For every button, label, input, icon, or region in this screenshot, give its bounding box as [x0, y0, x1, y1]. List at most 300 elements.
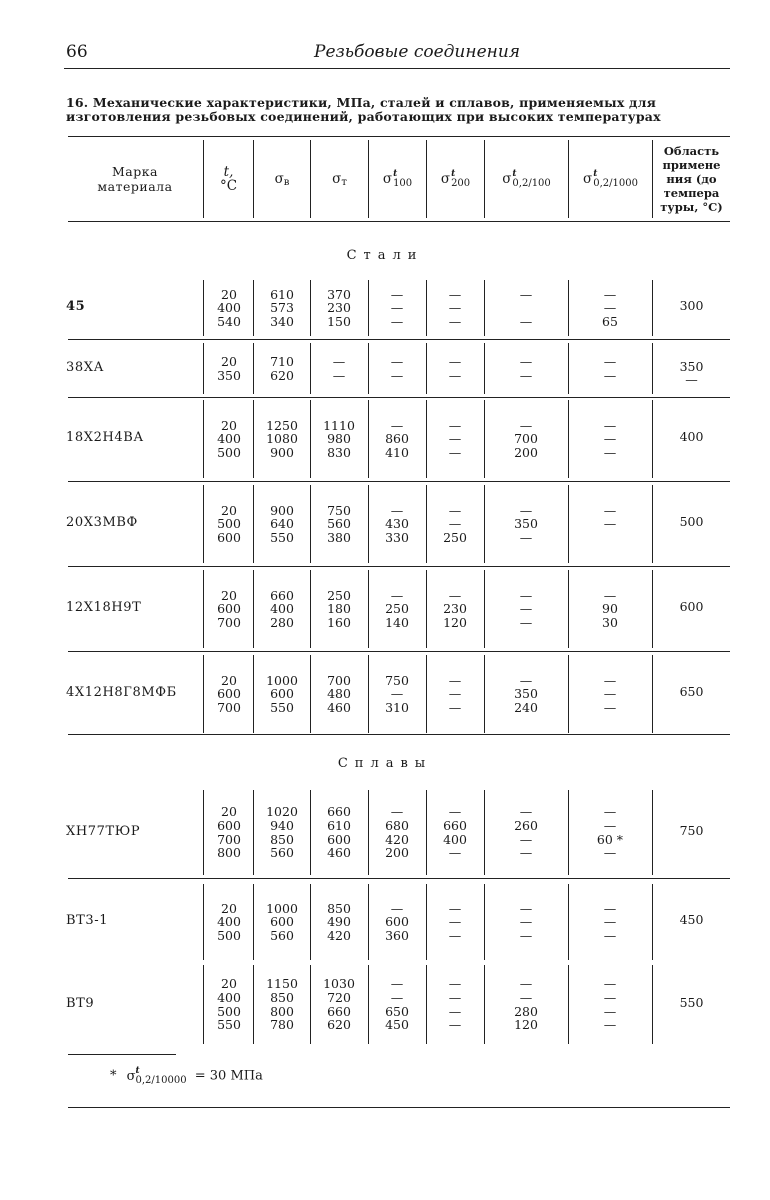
cell-s100: —	[390, 367, 404, 383]
row-divider	[310, 570, 311, 648]
cell-t: 600	[217, 817, 241, 833]
material-separator	[68, 878, 730, 879]
sigma-subscript: 0,2/1000	[593, 178, 638, 189]
cell-sv: 560	[270, 845, 294, 861]
header-application-area	[653, 140, 730, 218]
cell-s200: —	[448, 431, 462, 447]
row-divider	[568, 655, 569, 733]
cell-sv: 550	[270, 699, 294, 715]
cell-sv: 400	[270, 601, 294, 617]
cell-s200: —	[448, 914, 462, 930]
cell-s02-1000: —	[603, 686, 617, 702]
cell-s02-100: —	[519, 313, 533, 329]
material-separator	[68, 397, 730, 398]
header-sigma-100	[369, 140, 426, 218]
cell-s100: 330	[385, 529, 409, 545]
row-divider	[310, 280, 311, 336]
cell-application-area: 500	[679, 514, 704, 529]
cell-s100: 680	[385, 817, 409, 833]
cell-s02-100: 700	[514, 431, 538, 447]
cell-sv: 573	[270, 300, 294, 316]
material-separator	[68, 651, 730, 652]
cell-s200: —	[448, 976, 462, 992]
cell-s02-1000: —	[603, 444, 617, 460]
cell-s02-1000: —	[603, 1003, 617, 1019]
cell-t: 600	[217, 686, 241, 702]
row-divider	[368, 884, 369, 960]
cell-st: 600	[327, 831, 351, 847]
cell-t: 20	[221, 900, 237, 916]
cell-s02-1000: —	[603, 353, 617, 369]
cell-sv: 780	[270, 1017, 294, 1033]
cell-st: 150	[327, 313, 351, 329]
cell-s100: —	[390, 353, 404, 369]
caption-line-2: изготовления резьбовых соединений, работающих при высоких температурах	[66, 109, 661, 124]
cell-st: 850	[327, 900, 351, 916]
cell-st: 420	[327, 927, 351, 943]
cell-sv: 850	[270, 989, 294, 1005]
cell-st: 250	[327, 587, 351, 603]
row-divider	[484, 655, 485, 733]
cell-s200: —	[448, 367, 462, 383]
row-divider	[203, 280, 204, 336]
row-divider	[484, 280, 485, 336]
cell-sv: 340	[270, 313, 294, 329]
row-divider	[310, 655, 311, 733]
row-divider	[310, 343, 311, 394]
cell-sv: 940	[270, 817, 294, 833]
cell-t: 350	[217, 367, 241, 383]
row-divider	[484, 790, 485, 875]
cell-s200: 250	[443, 529, 467, 545]
row-divider	[484, 884, 485, 960]
row-divider	[426, 400, 427, 478]
row-divider	[368, 280, 369, 336]
row-divider	[203, 485, 204, 563]
material-name: 18Х2Н4ВА	[66, 430, 144, 445]
row-divider	[310, 790, 311, 875]
cell-s200: —	[448, 587, 462, 603]
cell-s02-100: —	[519, 845, 533, 861]
cell-s200: —	[448, 686, 462, 702]
cell-s200: —	[448, 672, 462, 688]
row-divider	[426, 570, 427, 648]
material-separator	[68, 339, 730, 340]
cell-sv: 560	[270, 927, 294, 943]
row-divider	[253, 280, 254, 336]
cell-sv: 1150	[266, 976, 298, 992]
material-separator	[68, 566, 730, 567]
material-separator	[68, 734, 730, 735]
cell-application-area: 450	[679, 912, 704, 927]
cell-s02-100: —	[519, 601, 533, 617]
row-divider	[568, 884, 569, 960]
caption-line-1: 16. Механические характеристики, МПа, сталей и сплавов, применяемых для	[66, 95, 657, 110]
cell-t: 20	[221, 976, 237, 992]
cell-st: 1030	[323, 976, 355, 992]
cell-t: 500	[217, 927, 241, 943]
cell-s200: 400	[443, 831, 467, 847]
cell-s02-1000: —	[603, 914, 617, 930]
row-divider	[426, 343, 427, 394]
cell-st: 460	[327, 699, 351, 715]
header-temperature	[204, 140, 253, 218]
cell-s100: 420	[385, 831, 409, 847]
cell-st: 700	[327, 672, 351, 688]
cell-s02-100: —	[519, 804, 533, 820]
material-name: 4Х12Н8Г8МФБ	[66, 685, 177, 700]
sigma-symbol: σ	[332, 171, 342, 187]
row-divider	[310, 884, 311, 960]
cell-sv: 900	[270, 502, 294, 518]
cell-st: 980	[327, 431, 351, 447]
row-divider	[203, 790, 204, 875]
material-separator	[68, 481, 730, 482]
cell-s100: —	[390, 417, 404, 433]
cell-st: 480	[327, 686, 351, 702]
header-area-line: примене	[662, 158, 721, 172]
cell-t: 20	[221, 502, 237, 518]
footnote	[110, 1066, 263, 1086]
cell-s02-1000: —	[603, 672, 617, 688]
row-divider	[310, 485, 311, 563]
cell-s100: 600	[385, 914, 409, 930]
cell-s02-1000: —	[603, 976, 617, 992]
sigma-symbol: σ	[382, 171, 393, 187]
cell-sv: 640	[270, 516, 294, 532]
cell-s02-100: —	[519, 353, 533, 369]
cell-sv: 610	[270, 286, 294, 302]
cell-sv: 1250	[266, 417, 298, 433]
cell-application-area: 650	[679, 684, 704, 699]
cell-s02-100: —	[519, 286, 533, 302]
section-title-alloys: Сплавы	[337, 756, 433, 771]
cell-s02-100: —	[519, 900, 533, 916]
cell-s100: 650	[385, 1003, 409, 1019]
header-rule	[64, 68, 730, 69]
cell-s200: —	[448, 313, 462, 329]
cell-s02-1000: —	[603, 927, 617, 943]
cell-s200: —	[448, 502, 462, 518]
row-divider	[484, 570, 485, 648]
cell-sv: 600	[270, 686, 294, 702]
row-divider	[426, 655, 427, 733]
cell-application-area: 400	[679, 429, 704, 444]
header-sigma-v	[254, 140, 310, 218]
header-sigma-200	[427, 140, 484, 218]
cell-s02-100: —	[519, 831, 533, 847]
cell-s02-100: 260	[514, 817, 538, 833]
header-area-line: ния (до	[666, 172, 717, 186]
sigma-superscript: t	[512, 169, 517, 179]
cell-s02-100: —	[519, 614, 533, 630]
cell-s200: —	[448, 516, 462, 532]
cell-sv: 280	[270, 614, 294, 630]
cell-t: 700	[217, 614, 241, 630]
cell-s02-100: —	[519, 672, 533, 688]
cell-t: 400	[217, 914, 241, 930]
cell-s02-100: 120	[514, 1017, 538, 1033]
header-material	[68, 140, 202, 218]
material-name: 20Х3МВФ	[66, 515, 138, 530]
cell-application-area: 600	[679, 599, 704, 614]
material-name: ВТ9	[66, 995, 95, 1011]
cell-s02-1000: —	[603, 804, 617, 820]
cell-st: 370	[327, 286, 351, 302]
row-divider	[203, 570, 204, 648]
row-divider	[484, 965, 485, 1044]
cell-sv: 900	[270, 444, 294, 460]
table-top-rule	[68, 136, 730, 137]
cell-s100: —	[390, 502, 404, 518]
footnote-marker: *	[110, 1068, 117, 1084]
sigma-subscript: 200	[451, 178, 471, 189]
row-divider	[253, 485, 254, 563]
cell-s02-1000: 90	[602, 601, 618, 617]
cell-s02-1000: —	[603, 431, 617, 447]
cell-s02-1000: —	[603, 845, 617, 861]
row-divider	[253, 655, 254, 733]
cell-s100: 750	[385, 672, 409, 688]
row-divider	[253, 343, 254, 394]
cell-s02-100: —	[519, 502, 533, 518]
cell-s02-100: 350	[514, 516, 538, 532]
cell-st: 160	[327, 614, 351, 630]
row-divider	[368, 400, 369, 478]
footnote-superscript: t	[135, 1066, 140, 1076]
cell-t: 20	[221, 672, 237, 688]
cell-s100: 860	[385, 431, 409, 447]
sigma-symbol: σ	[502, 171, 512, 187]
cell-s200: —	[448, 927, 462, 943]
cell-st: 380	[327, 529, 351, 545]
header-area-line: Область	[663, 144, 720, 158]
sigma-subscript: 100	[393, 178, 413, 189]
cell-s02-1000: —	[603, 900, 617, 916]
row-divider	[253, 965, 254, 1044]
cell-t: 600	[217, 529, 241, 545]
cell-s02-1000: —	[603, 1017, 617, 1033]
footnote-value: = 30 МПа	[194, 1068, 263, 1084]
cell-s02-100: —	[519, 367, 533, 383]
cell-t: 20	[221, 417, 237, 433]
cell-s02-100: —	[519, 976, 533, 992]
cell-sv: 550	[270, 529, 294, 545]
row-divider	[568, 280, 569, 336]
row-divider	[253, 400, 254, 478]
cell-s02-100: —	[519, 989, 533, 1005]
sigma-subscript: 0,2/100	[512, 178, 551, 189]
header-sigma-02-100	[485, 140, 568, 218]
cell-s02-1000: 60 *	[596, 831, 624, 847]
cell-s02-100: 350	[514, 686, 538, 702]
row-divider	[368, 343, 369, 394]
row-divider	[253, 570, 254, 648]
row-divider	[310, 400, 311, 478]
cell-s100: —	[390, 686, 404, 702]
row-divider	[568, 400, 569, 478]
cell-s100: 360	[385, 927, 409, 943]
cell-s200: —	[448, 1017, 462, 1033]
cell-s02-100: 280	[514, 1003, 538, 1019]
cell-s02-1000: —	[603, 367, 617, 383]
table-caption	[66, 96, 730, 124]
header-material-line: материала	[97, 179, 173, 194]
row-divider	[368, 790, 369, 875]
cell-s100: —	[390, 976, 404, 992]
row-divider	[203, 400, 204, 478]
footnote-sigma: σ	[126, 1068, 136, 1084]
cell-t: 800	[217, 845, 241, 861]
cell-sv: 850	[270, 831, 294, 847]
cell-sv: 620	[270, 367, 294, 383]
row-divider	[568, 570, 569, 648]
cell-t: 400	[217, 431, 241, 447]
cell-s100: 430	[385, 516, 409, 532]
cell-sv: 660	[270, 587, 294, 603]
row-divider	[484, 400, 485, 478]
row-divider	[484, 343, 485, 394]
table-header-rule	[68, 221, 730, 222]
cell-sv: 1080	[266, 431, 298, 447]
row-divider	[568, 965, 569, 1044]
cell-s02-1000: —	[603, 516, 617, 532]
cell-s200: —	[448, 444, 462, 460]
header-sigma-t	[311, 140, 368, 218]
cell-s02-1000: —	[603, 699, 617, 715]
footnote-subscript: 0,2/10000	[135, 1075, 187, 1086]
cell-t: 20	[221, 286, 237, 302]
cell-st: —	[332, 353, 346, 369]
cell-t: 500	[217, 1003, 241, 1019]
cell-s100: —	[390, 900, 404, 916]
row-divider	[568, 485, 569, 563]
cell-s100: —	[390, 313, 404, 329]
cell-s02-100: —	[519, 587, 533, 603]
header-area-line: туры, °C)	[660, 200, 723, 214]
cell-sv: 800	[270, 1003, 294, 1019]
cell-s02-1000: 65	[602, 313, 618, 329]
cell-application-area: 750	[679, 822, 704, 838]
row-divider	[310, 965, 311, 1044]
cell-s200: —	[448, 804, 462, 820]
sigma-subscript: в	[283, 176, 290, 188]
cell-t: 540	[217, 313, 241, 329]
header-t-unit: °C	[219, 178, 238, 194]
cell-st: 660	[327, 804, 351, 820]
cell-st: 460	[327, 845, 351, 861]
cell-st: 750	[327, 502, 351, 518]
cell-s100: 310	[385, 699, 409, 715]
cell-st: —	[332, 367, 346, 383]
row-divider	[368, 570, 369, 648]
row-divider	[203, 343, 204, 394]
cell-t: 600	[217, 601, 241, 617]
cell-st: 230	[327, 300, 351, 316]
cell-sv: 1020	[266, 804, 298, 820]
cell-st: 660	[327, 1003, 351, 1019]
cell-s100: —	[390, 804, 404, 820]
page-number: 66	[66, 42, 88, 62]
row-divider	[253, 884, 254, 960]
cell-s200: —	[448, 286, 462, 302]
cell-st: 180	[327, 601, 351, 617]
cell-t: 400	[217, 300, 241, 316]
cell-s100: —	[390, 587, 404, 603]
cell-s200: —	[448, 417, 462, 433]
footnote-rule	[68, 1054, 176, 1055]
cell-st: 1110	[323, 417, 355, 433]
cell-s200: —	[448, 300, 462, 316]
cell-s02-1000: —	[603, 300, 617, 316]
cell-t: 20	[221, 353, 237, 369]
cell-s200: —	[448, 989, 462, 1005]
cell-st: 720	[327, 989, 351, 1005]
cell-s100: 140	[385, 614, 409, 630]
cell-sv: 600	[270, 914, 294, 930]
row-divider	[368, 485, 369, 563]
header-sigma-02-1000	[569, 140, 652, 218]
cell-s200: —	[448, 1003, 462, 1019]
cell-s200: —	[448, 353, 462, 369]
cell-s02-100: —	[519, 417, 533, 433]
cell-sv: 710	[270, 353, 294, 369]
cell-t: 20	[221, 587, 237, 603]
cell-s200: 230	[443, 601, 467, 617]
row-divider	[426, 965, 427, 1044]
sigma-symbol: σ	[274, 171, 284, 187]
sigma-symbol: σ	[583, 171, 593, 187]
cell-s02-1000: —	[603, 989, 617, 1005]
cell-s100: —	[390, 300, 404, 316]
cell-t: 700	[217, 831, 241, 847]
row-divider	[426, 790, 427, 875]
cell-t: 700	[217, 699, 241, 715]
cell-s02-100: 240	[514, 699, 538, 715]
cell-s200: —	[448, 699, 462, 715]
material-name: ХН77ТЮР	[66, 823, 141, 839]
sigma-superscript: t	[393, 169, 398, 179]
material-name: 38ХА	[66, 359, 105, 375]
cell-s02-1000: —	[603, 417, 617, 433]
cell-s100: 250	[385, 601, 409, 617]
cell-sv: 1000	[266, 672, 298, 688]
cell-s02-100: —	[519, 927, 533, 943]
sigma-symbol: σ	[440, 171, 451, 187]
cell-s02-1000: —	[603, 502, 617, 518]
sigma-superscript: t	[593, 169, 598, 179]
cell-application-area: —	[685, 372, 698, 388]
cell-t: 550	[217, 1017, 241, 1033]
row-divider	[368, 655, 369, 733]
cell-s02-100: 200	[514, 444, 538, 460]
cell-st: 490	[327, 914, 351, 930]
cell-s200: —	[448, 900, 462, 916]
header-area-line: темпера	[663, 186, 720, 200]
cell-t: 20	[221, 804, 237, 820]
cell-t: 500	[217, 516, 241, 532]
cell-s200: —	[448, 845, 462, 861]
row-divider	[203, 884, 204, 960]
cell-s100: 410	[385, 444, 409, 460]
row-divider	[253, 790, 254, 875]
material-name: 45	[66, 299, 86, 314]
cell-application-area: 300	[679, 298, 704, 313]
header-material-line: Марка	[111, 164, 158, 179]
cell-s200: 660	[443, 817, 467, 833]
cell-s100: —	[390, 286, 404, 302]
cell-application-area: 350	[679, 358, 704, 374]
